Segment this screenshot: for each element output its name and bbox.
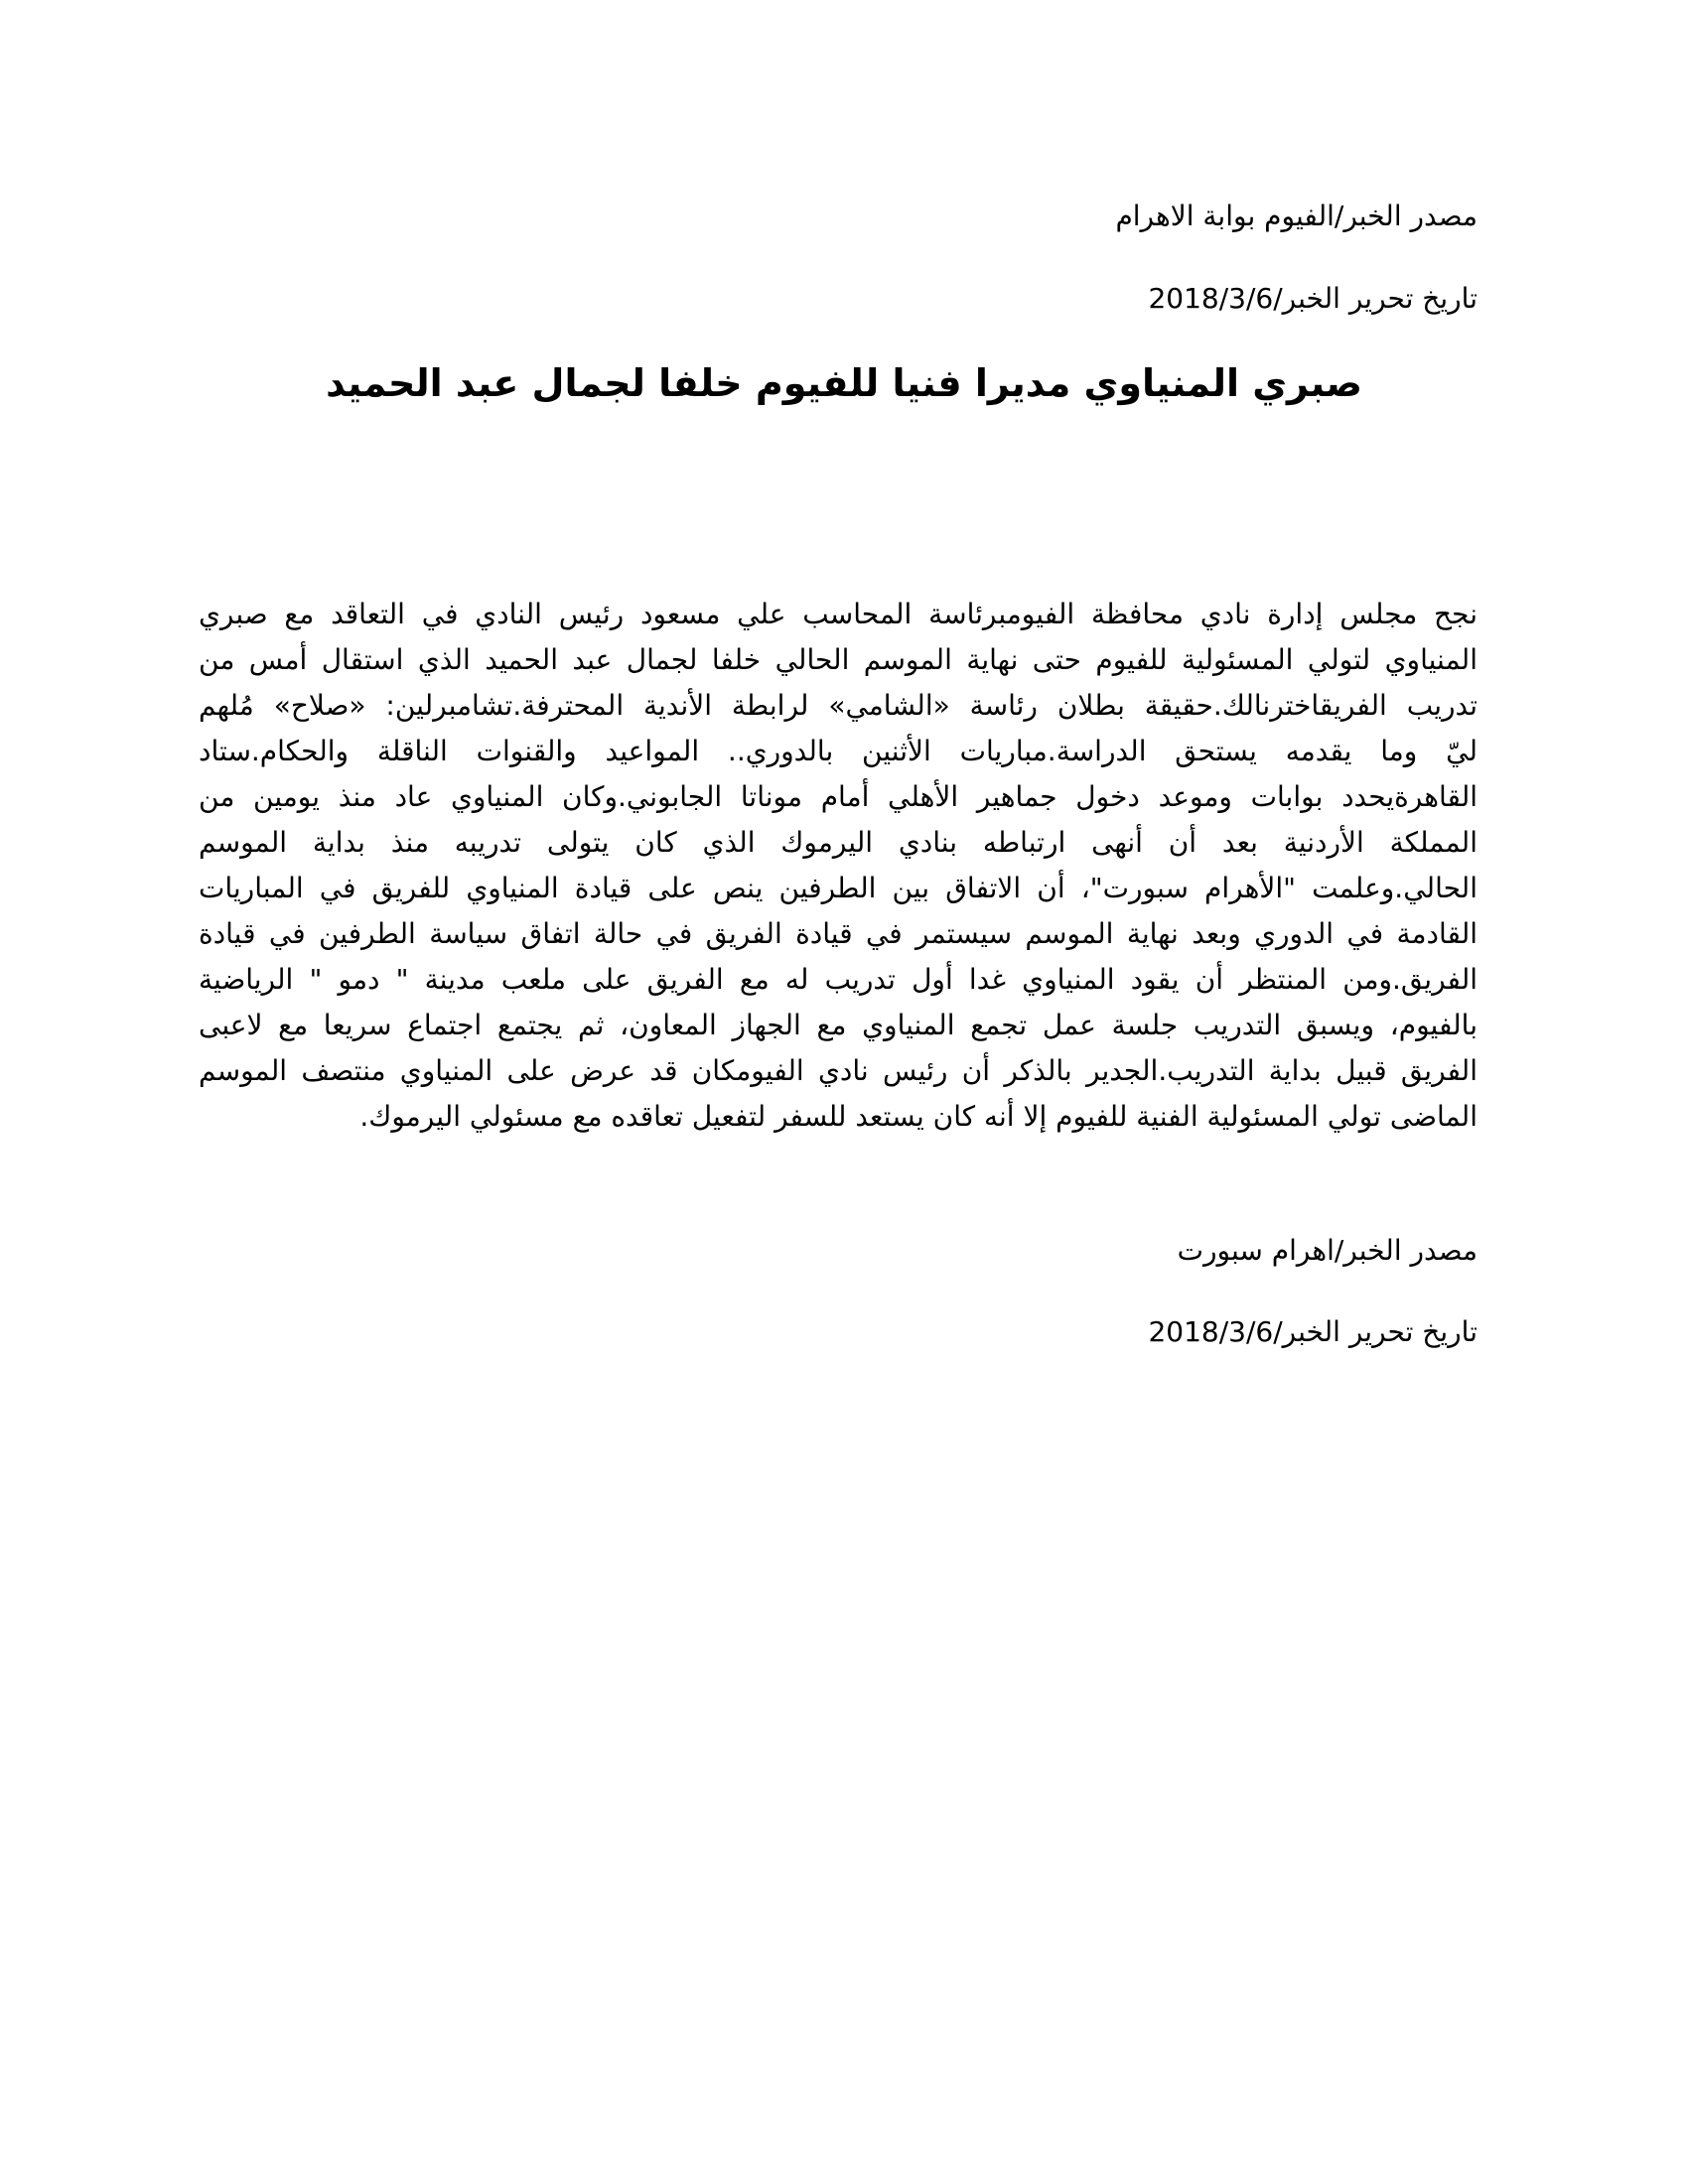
- body-line: الفريق.ومن المنتظر أن يقود المنياوي غدا أول تدريب له مع الفريق على ملعب مدينة " دمو " الرياضية: [199, 963, 1477, 996]
- body-line: بالفيوم، ويسبق التدريب جلسة عمل تجمع المنياوي مع الجهاز المعاون، ثم يجتمع اجتماع سريعا مع لاعبى: [199, 1009, 1477, 1041]
- article-body: [199, 592, 1477, 1140]
- body-line: تدريب الفريقاخترنالك.حقيقة بطلان رئاسة «الشامي» لرابطة الأندية المحترفة.تشامبرلين: «صلاح» مُلهم: [199, 689, 1477, 722]
- body-line: نجح مجلس إدارة نادي محافظة الفيومبرئاسة المحاسب علي مسعود رئيس النادي في التعاقد مع صبري: [199, 598, 1477, 630]
- footer-date-line: تاريخ تحرير الخبر/2018/3/6: [1148, 1315, 1477, 1348]
- article-headline: صبري المنياوي مديرا فنيا للفيوم خلفا لجمال عبد الحميد: [326, 361, 1362, 405]
- body-line: القاهرةيحدد بوابات وموعد دخول جماهير الأهلي أمام موناتا الجابوني.وكان المنياوي عاد منذ يومين من: [199, 780, 1477, 813]
- date-line: تاريخ تحرير الخبر/2018/3/6: [1148, 282, 1477, 315]
- body-line: الحالي.وعلمت "الأهرام سبورت"، أن الاتفاق بين الطرفين ينص على قيادة المنياوي للفريق في المباريات: [199, 872, 1477, 904]
- body-line: الفريق قبيل بداية التدريب.الجدير بالذكر أن رئيس نادي الفيومكان قد عرض على المنياوي منتصف الموسم: [199, 1054, 1477, 1087]
- body-line: القادمة في الدوري وبعد نهاية الموسم سيستمر في قيادة الفريق في حالة اتفاق سياسة الطرفين في قيادة: [199, 917, 1477, 950]
- source-line: مصدر الخبر/الفيوم بوابة الاهرام: [1115, 200, 1477, 232]
- body-line: الماضى تولي المسئولية الفنية للفيوم إلا أنه كان يستعد للسفر لتفعيل تعاقده مع مسئولي اليرموك.: [359, 1100, 1477, 1133]
- footer-source-line: مصدر الخبر/اهرام سبورت: [1177, 1234, 1477, 1267]
- body-line: المنياوي لتولي المسئولية للفيوم حتى نهاية الموسم الحالي خلفا لجمال عبد الحميد الذي استقال أمس من: [199, 643, 1477, 676]
- body-line: ليّ وما يقدمه يستحق الدراسة.مباريات الأثنين بالدوري.. المواعيد والقنوات الناقلة والحكام.ستاد: [199, 735, 1477, 767]
- body-line: المملكة الأردنية بعد أن أنهى ارتباطه بنادي اليرموك الذي كان يتولى تدريبه منذ بداية الموسم: [199, 826, 1477, 859]
